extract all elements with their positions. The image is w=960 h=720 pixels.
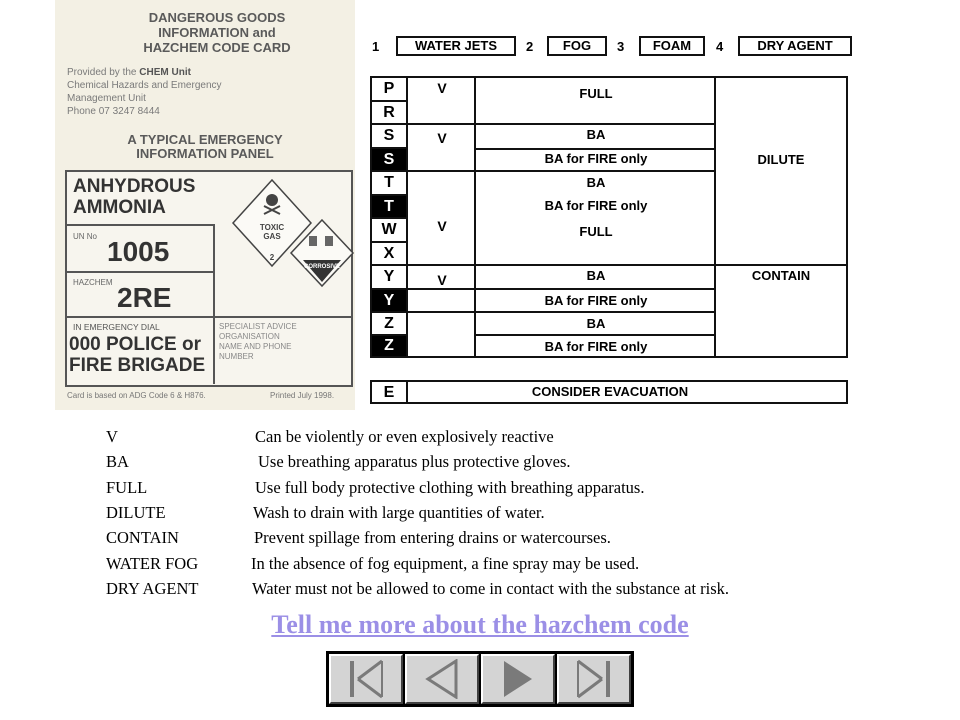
- action-full: FULL: [579, 86, 613, 101]
- provider-line: Chemical Hazards and Emergency: [67, 80, 222, 91]
- action-ba-fire: BA for FIRE only: [544, 339, 648, 354]
- first-slide-icon: [344, 659, 388, 699]
- specialist-line: NUMBER: [219, 352, 254, 361]
- hazchem-letter: P: [383, 80, 395, 97]
- un-number: 1005: [107, 236, 170, 267]
- card-subtitle: [70, 133, 340, 161]
- table-divider: [714, 78, 716, 356]
- card-title-line: DANGEROUS GOODS: [148, 10, 286, 25]
- media-number: 2: [526, 39, 534, 54]
- emergency-info-panel: [65, 170, 353, 387]
- media-number: 4: [716, 39, 724, 54]
- action-dilute: DILUTE: [757, 152, 805, 167]
- definition-text: Use full body protective clothing with breathing apparatus.: [255, 478, 645, 497]
- hazchem-letter: W: [381, 221, 397, 238]
- card-title: [111, 10, 323, 55]
- media-water-jets: WATER JETS: [396, 36, 516, 56]
- chemical-name-line: ANHYDROUS: [73, 176, 196, 197]
- panel-divider: [67, 224, 213, 226]
- slide-navigation: [326, 651, 634, 707]
- evacuation-row: [370, 380, 848, 404]
- action-ba-fire: BA for FIRE only: [544, 151, 648, 166]
- definition-term: FULL: [106, 478, 148, 497]
- hazchem-more-link[interactable]: Tell me more about the hazchem code: [271, 610, 689, 639]
- hazchem-letter-inverse: T: [372, 196, 406, 217]
- hazchem-card-image: [55, 0, 355, 410]
- emergency-dial-label: IN EMERGENCY DIAL: [73, 322, 160, 332]
- media-dry-agent: DRY AGENT: [738, 36, 852, 56]
- provider-line: Management Unit: [67, 93, 146, 104]
- action-ba-fire: BA for FIRE only: [544, 198, 648, 213]
- card-provider: [67, 66, 222, 118]
- hazchem-letter: X: [383, 245, 395, 262]
- table-divider: [474, 78, 476, 356]
- corrosive-label: CORROSIVE: [303, 264, 341, 270]
- panel-divider: [213, 224, 215, 384]
- violent-reaction-mark: V: [437, 80, 447, 96]
- definition-term: DRY AGENT: [106, 579, 199, 598]
- last-slide-button[interactable]: [557, 654, 631, 704]
- specialist-line: ORGANISATION: [219, 332, 280, 341]
- toxic-class: 2: [269, 253, 275, 262]
- hazchem-letter: Y: [383, 268, 395, 285]
- consider-evacuation: CONSIDER EVACUATION: [531, 384, 689, 399]
- definition-text: Prevent spillage from entering drains or watercourses.: [254, 528, 611, 547]
- action-full: FULL: [579, 224, 613, 239]
- media-foam: FOAM: [639, 36, 705, 56]
- violent-reaction-mark: V: [437, 130, 447, 146]
- hazchem-letter: R: [383, 104, 395, 121]
- hazchem-letter-e: E: [383, 384, 395, 401]
- hazchem-letter-inverse: Z: [372, 336, 406, 356]
- hazchem-letter: S: [383, 127, 395, 144]
- provided-by-text: Provided by the: [67, 67, 137, 78]
- test-tube-icon: [325, 236, 333, 246]
- chemical-name-line: AMMONIA: [73, 197, 166, 218]
- emergency-line: 000 POLICE or: [69, 334, 201, 355]
- hazchem-letter: T: [384, 174, 394, 191]
- definition-text: Water must not be allowed to come in contact with the substance at risk.: [252, 579, 730, 598]
- media-number: 3: [617, 39, 625, 54]
- definition-text: Wash to drain with large quantities of water.: [253, 503, 545, 522]
- chemical-name: [73, 176, 195, 218]
- card-subtitle-line: INFORMATION PANEL: [136, 146, 274, 161]
- card-printed-date: Printed July 1998.: [270, 391, 335, 400]
- action-ba: BA: [586, 316, 606, 331]
- action-ba: BA: [586, 127, 606, 142]
- media-number: 1: [372, 39, 380, 54]
- first-slide-button[interactable]: [329, 654, 403, 704]
- last-slide-icon: [572, 659, 616, 699]
- violent-reaction-mark: V: [437, 272, 447, 288]
- hazchem-code: 2RE: [117, 282, 172, 313]
- action-ba-fire: BA for FIRE only: [544, 293, 648, 308]
- definition-term: V: [106, 427, 118, 446]
- definition-term: WATER FOG: [106, 554, 199, 573]
- card-title-line: HAZCHEM CODE CARD: [143, 40, 291, 55]
- card-title-line: INFORMATION and: [158, 25, 276, 40]
- table-divider: [474, 334, 716, 336]
- skull-icon: [266, 194, 278, 206]
- table-divider: [372, 311, 716, 313]
- specialist-advice: [219, 322, 297, 362]
- definition-text: Can be violently or even explosively reactive: [255, 427, 554, 446]
- specialist-line: NAME AND PHONE: [219, 342, 292, 351]
- previous-slide-icon: [420, 659, 464, 699]
- hazchem-label: HAZCHEM: [73, 278, 113, 287]
- table-divider: [372, 123, 716, 125]
- corrosive-diamond-icon: [289, 218, 355, 288]
- card-footnote: Card is based on ADG Code 6 & H876.: [67, 391, 206, 400]
- definition-term: CONTAIN: [106, 528, 179, 547]
- provider-line: [67, 66, 222, 79]
- definition-term: BA: [106, 452, 129, 471]
- panel-divider: [67, 316, 351, 318]
- next-slide-icon: [496, 659, 540, 699]
- toxic-label-line: TOXIC: [259, 223, 285, 232]
- action-ba: BA: [586, 175, 606, 190]
- card-subtitle-line: A TYPICAL EMERGENCY: [127, 132, 283, 147]
- media-fog: FOG: [547, 36, 607, 56]
- hazchem-letter-inverse: Y: [372, 290, 406, 311]
- emergency-line: FIRE BRIGADE: [69, 355, 206, 376]
- panel-divider: [67, 271, 213, 273]
- toxic-label-line: GAS: [263, 232, 281, 241]
- test-tube-icon: [309, 236, 317, 246]
- hazchem-letter-inverse: S: [372, 149, 406, 170]
- un-number-label: UN No: [73, 232, 98, 241]
- action-contain: CONTAIN: [751, 268, 811, 283]
- table-divider: [406, 78, 408, 356]
- table-divider: [372, 264, 848, 266]
- table-divider: [474, 148, 716, 150]
- hazchem-letter: Z: [384, 315, 394, 332]
- definition-text: Use breathing apparatus plus protective gloves.: [258, 452, 571, 471]
- table-divider: [372, 170, 716, 172]
- specialist-line: SPECIALIST ADVICE: [219, 322, 297, 331]
- emergency-number: [69, 334, 205, 376]
- definition-text: In the absence of fog equipment, a fine spray may be used.: [251, 554, 640, 573]
- table-divider: [372, 288, 716, 290]
- provider-phone: Phone 07 3247 8444: [67, 106, 160, 117]
- previous-slide-button[interactable]: [405, 654, 479, 704]
- hazchem-table: [370, 76, 848, 358]
- violent-reaction-mark: V: [437, 218, 447, 234]
- provided-unit-text: CHEM Unit: [139, 67, 191, 78]
- definition-term: DILUTE: [106, 503, 166, 522]
- action-ba: BA: [586, 268, 606, 283]
- next-slide-button[interactable]: [481, 654, 555, 704]
